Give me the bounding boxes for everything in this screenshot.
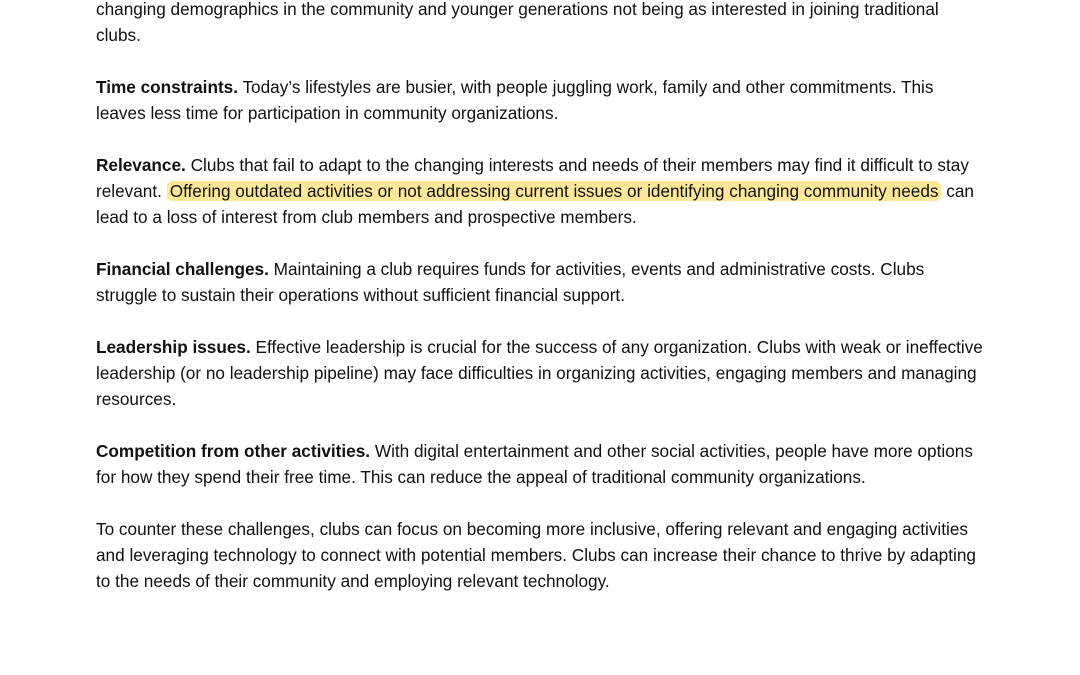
- paragraph-intro-continuation: [96, 0, 986, 48]
- paragraph-text: With digital entertainment and other social activities, people have more options for how they spend their free time. This can reduce the appeal of traditional community organizations.: [96, 441, 973, 487]
- paragraph-leadership-issues: [96, 334, 986, 412]
- paragraph-competition: [96, 438, 986, 490]
- paragraph-heading: Financial challenges.: [96, 259, 269, 279]
- highlighted-text: Offering outdated activities or not addressing current issues or identifying changing community needs: [167, 181, 942, 201]
- paragraph-heading: Relevance.: [96, 155, 186, 175]
- paragraph-time-constraints: [96, 74, 986, 126]
- paragraph-text: can lead to a loss of interest from club members and prospective members.: [96, 181, 974, 227]
- paragraph-heading: Competition from other activities.: [96, 441, 371, 461]
- paragraph-text: Clubs that fail to adapt to the changing interests and needs of their members may find it difficult to stay relevant.: [96, 155, 969, 201]
- paragraph-heading: Leadership issues.: [96, 337, 251, 357]
- paragraph-text: changing demographics in the community and younger generations not being as interested in joining traditional clubs.: [96, 0, 939, 45]
- paragraph-text: To counter these challenges, clubs can focus on becoming more inclusive, offering relevant and engaging activities and leveraging technology to connect with potential members. Clubs can increase their chance to thrive by adapting to the needs of their community and employing relevant technology.: [96, 519, 976, 591]
- paragraph-text: Maintaining a club requires funds for activities, events and administrative costs. Clubs struggle to sustain their operations without sufficient financial support.: [96, 259, 925, 305]
- paragraph-heading: Time constraints.: [96, 77, 238, 97]
- paragraph-text: Effective leadership is crucial for the success of any organization. Clubs with weak or ineffective leadership (or no leadership pipeline) may face difficulties in organizing activities, engaging members and managing resources.: [96, 337, 983, 409]
- paragraph-financial-challenges: [96, 256, 986, 308]
- paragraph-text: Today’s lifestyles are busier, with people juggling work, family and other commitments. This leaves less time for participation in community organizations.: [96, 77, 934, 123]
- paragraph-relevance: [96, 152, 986, 230]
- paragraph-conclusion: [96, 516, 986, 594]
- document-body: [96, 0, 986, 620]
